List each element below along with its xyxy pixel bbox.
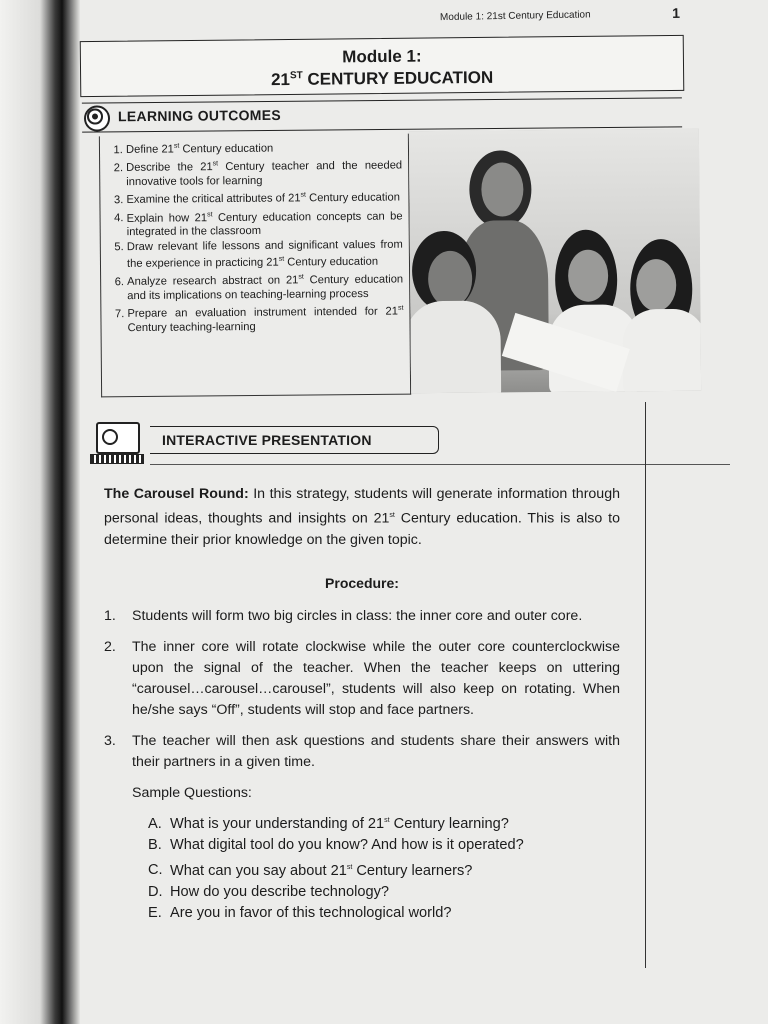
outcome-sup: st [397,305,404,313]
procedure-step [104,731,620,773]
outcome-item [127,238,409,271]
interactive-presentation-header [82,420,642,464]
title-num: 21 [270,69,291,90]
question-text: What digital tool do you know? And how is it operated? [170,837,524,854]
question-letter: C. [148,862,163,879]
outcome-text: Define 21 [125,143,174,156]
outcome-sup: st [298,273,304,282]
module-number: Module 1: [342,46,422,67]
question-text: How do you describe technology? [170,883,390,900]
step-text: Students will form two big circles in class: the inner core and outer core. [132,607,583,624]
outcome-text: Draw relevant life lessons and significant values from the experience in practicing 21 [126,238,403,270]
book-binding-shadow [0,0,80,1024]
outcome-text: Century education and its implications on teaching-learning process [127,273,404,302]
procedure-step [104,637,620,721]
outcome-text: Explain how 21 [126,211,208,225]
step-number: 1. [104,607,116,624]
sample-questions [104,810,620,925]
outcome-item [127,270,409,303]
step-number: 3. [104,732,116,749]
learning-outcomes-heading: LEARNING OUTCOMES [117,106,282,125]
module-title-box [80,35,685,97]
outcome-text: Century education [284,255,379,269]
title-sup: ST [289,70,303,82]
question-letter: E. [148,905,162,922]
question-text: What is your understanding of 21 [170,815,385,832]
procedure-step [104,606,620,627]
divider [150,464,730,465]
outcome-item [126,156,408,189]
question-text: What can you say about 21 [170,862,347,879]
intro-a: In this strategy, students will generate information through personal ideas, thoughts and insights on 21 [104,486,620,527]
question-sup: st [346,863,353,871]
carousel-lead: The Carousel Round: [104,486,249,502]
outcome-sup: st [207,210,213,218]
sample-questions-label: Sample Questions: [132,784,252,801]
computer-icon [82,420,146,464]
outcome-item [126,206,408,239]
outcome-text: Analyze research abstract on 21 [127,274,299,289]
intro-b: Century education. This is also to determine their prior knowledge on the given topic. [104,510,621,548]
outcome-sup: st [300,191,306,199]
sample-question [148,882,620,904]
outcome-text: Prepare an evaluation instrument intended for 21 [127,305,399,321]
interactive-presentation-heading: INTERACTIVE PRESENTATION [150,426,439,454]
outcome-text: Century education concepts can be integrated in the classroom [126,210,403,239]
outcome-sup: st [278,255,285,263]
step-text: The teacher will then ask questions and students share their answers with their partners in a given time. [132,732,620,770]
sample-question [148,903,620,925]
outcome-item [127,302,409,335]
outcome-text: Examine the critical attributes of 21 [126,192,301,207]
page-number: 1 [672,4,681,22]
outcome-text: Century education [179,142,274,156]
title-rest: CENTURY EDUCATION [302,67,494,89]
question-text: Century learning? [389,815,509,832]
step-number: 2. [104,638,116,655]
running-header [439,4,681,24]
sample-question [148,835,620,857]
outcome-text: Describe the 21 [126,161,213,175]
outcome-sup: st [212,160,219,168]
intro-sup: st [389,512,395,519]
outcome-item [126,188,408,208]
running-title: Module 1: 21st Century Education [439,9,591,24]
students-photo [409,129,701,394]
question-sup: st [384,816,390,824]
outcome-item [126,138,408,158]
question-letter: B. [148,837,162,854]
sample-question [148,857,620,882]
carousel-intro [104,484,620,551]
question-letter: D. [148,883,163,900]
module-title [81,66,683,92]
question-text: Century learners? [352,862,473,879]
target-icon [84,105,110,131]
body-content [104,484,620,925]
margin-rule [645,402,646,968]
outcome-text: Century education [305,191,400,205]
sample-question [148,810,620,835]
learning-outcomes-header [82,97,682,132]
outcome-sup: st [173,142,180,150]
procedure-steps [104,606,620,773]
procedure-heading: Procedure: [325,574,399,591]
question-text: Are you in favor of this technological world? [170,905,452,922]
question-letter: A. [148,815,162,832]
step-text: The inner core will rotate clockwise while the outer core counterclockwise upon the signal of the teacher. When the teacher keeps on uttering “carousel…carousel…carousel”, students will also keep on rotating. When he/she says “Off”, students will stop and face partners. [132,638,620,718]
outcome-text: Century teacher and the needed innovative tools for learning [126,159,403,188]
learning-outcomes-list [99,134,411,398]
outcome-text: Century teaching-learning [127,320,256,334]
